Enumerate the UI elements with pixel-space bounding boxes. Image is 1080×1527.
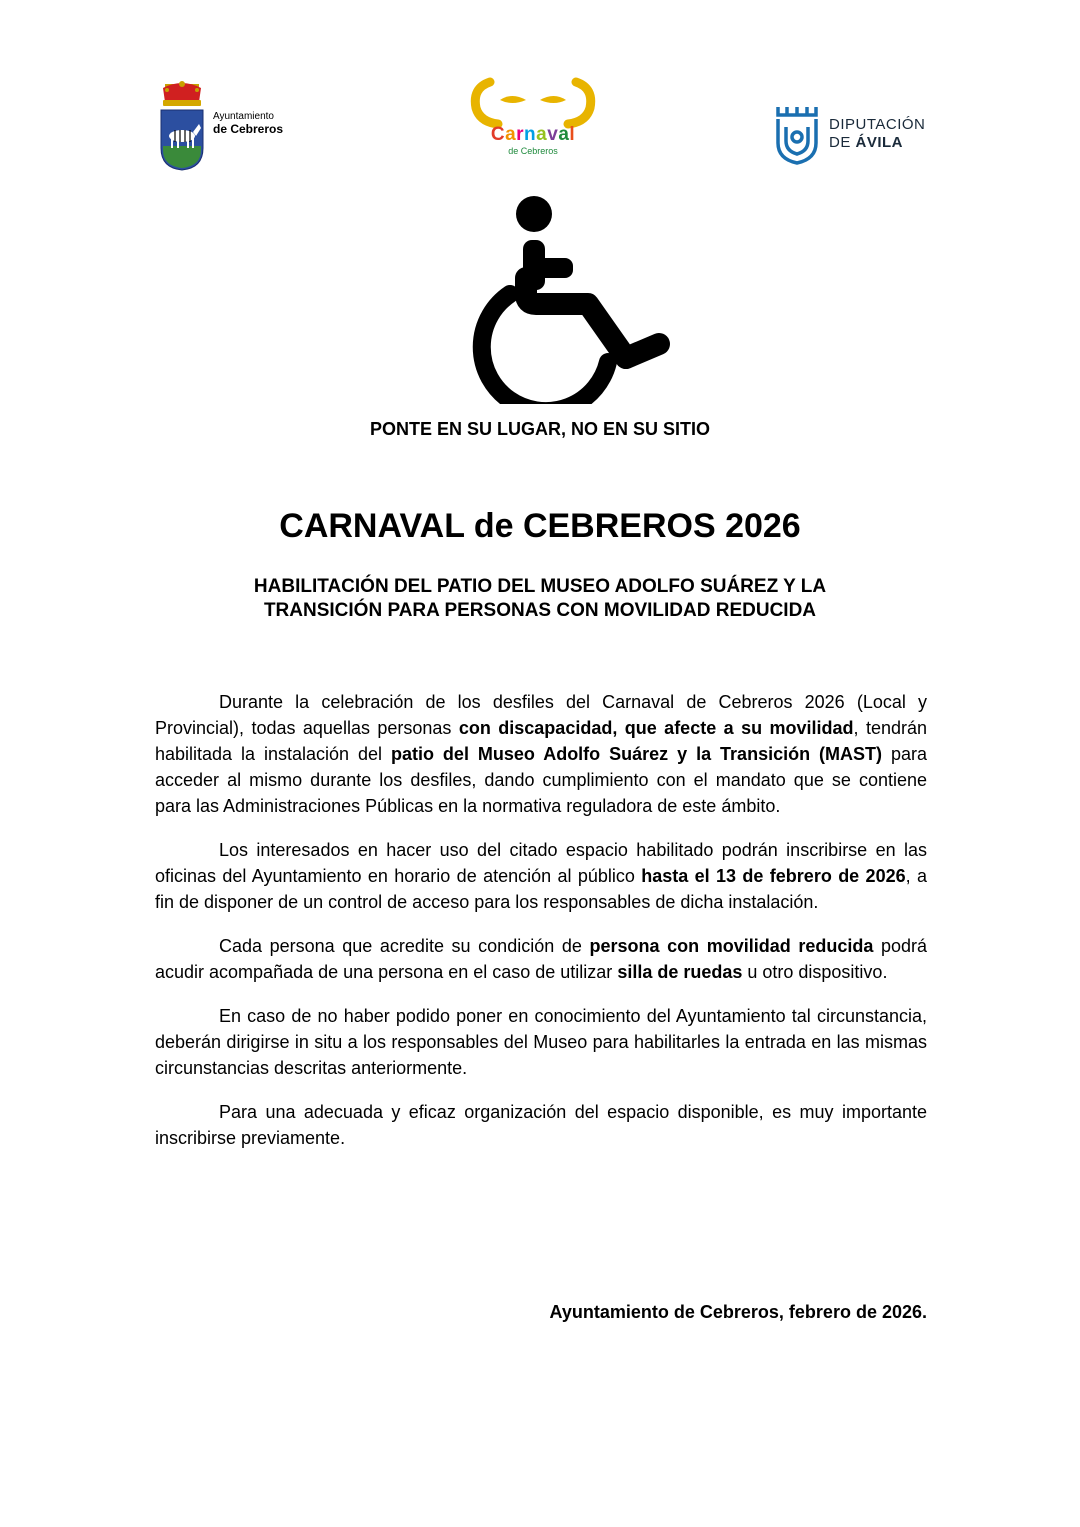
diputacion-logo [775, 103, 945, 167]
diputacion-logo-prefix: DE [829, 134, 856, 151]
paragraph-bold: persona con movilidad reducida [589, 936, 874, 956]
paragraph-text: Cada persona que acredite su condición de [219, 936, 590, 956]
carnaval-mask-icon [468, 74, 598, 130]
subtitle-line: HABILITACIÓN DEL PATIO DEL MUSEO ADOLFO SUÁREZ Y LA [253, 576, 827, 597]
ayuntamiento-logo-text [213, 110, 283, 136]
carnaval-logo-sub: de Cebreros [508, 146, 558, 156]
diputacion-logo-avila: ÁVILA [855, 134, 904, 151]
paragraph [155, 837, 927, 915]
carnaval-letter: l [569, 124, 576, 145]
paragraph-text: u otro dispositivo. [742, 962, 888, 982]
carnaval-logo [468, 74, 598, 160]
paragraph-text: En caso de no haber podido poner en conocimiento del Ayuntamiento tal circunstancia, deberán dirigirse in situ a los responsables del Museo para habilitarles la entrada en las mismas circunstancias descritas anteriormente. [155, 1006, 927, 1078]
ayuntamiento-logo [157, 80, 297, 172]
carnaval-letter: n [524, 124, 537, 145]
diputacion-logo-text [829, 116, 925, 152]
ayuntamiento-logo-line1: Ayuntamiento [213, 111, 274, 122]
page-subtitle [160, 575, 920, 623]
carnaval-letter: a [505, 124, 517, 145]
page-title: CARNAVAL de CEBREROS 2026 [279, 507, 801, 545]
paragraph-text: Para una adecuada y eficaz organización del espacio disponible, es muy importante inscribirse previamente. [155, 1102, 927, 1148]
paragraph-text: Los interesados en hacer uso del citado espacio habilitado podrán inscribirse en las oficinas del Ayuntamiento en horario de atención al público [155, 840, 927, 886]
paragraph [155, 933, 927, 985]
paragraph-text: Durante la celebración de los desfiles del Carnaval de Cebreros 2026 (Local y Provincial), todas aquellas personas [155, 692, 927, 738]
paragraph-text: para acceder al mismo durante los desfiles, dando cumplimiento con el mandato que se contiene para las Administraciones Públicas en la normativa reguladora de este ámbito. [155, 744, 927, 816]
paragraph [155, 1099, 927, 1151]
paragraph-bold: silla de ruedas [617, 962, 743, 982]
slogan: PONTE EN SU LUGAR, NO EN SU SITIO [369, 419, 711, 439]
subtitle-line: TRANSICIÓN PARA PERSONAS CON MOVILIDAD REDUCIDA [263, 600, 817, 621]
carnaval-letter: C [490, 124, 506, 145]
carnaval-letter: r [516, 124, 525, 145]
wheelchair-icon [466, 194, 672, 404]
diputacion-logo-line2 [829, 134, 925, 152]
paragraph [155, 1003, 927, 1081]
paragraph-text: , a fin de disponer de un control de acceso para los responsables de dicha instalación. [155, 866, 927, 912]
diputacion-logo-line1: DIPUTACIÓN [829, 116, 926, 133]
paragraph-bold: patio del Museo Adolfo Suárez y la Transición (MAST) [390, 744, 883, 764]
body-text [155, 689, 927, 1169]
paragraph-bold: hasta el 13 de febrero de 2026 [641, 866, 906, 886]
carnaval-letter: a [558, 124, 570, 145]
castle-shield-icon [775, 103, 819, 165]
paragraph [155, 689, 927, 819]
coat-of-arms-icon [157, 80, 207, 172]
carnaval-letter: a [536, 124, 548, 145]
signature: Ayuntamiento de Cebreros, febrero de 2026. [549, 1302, 927, 1322]
ayuntamiento-logo-line2: de Cebreros [213, 122, 284, 136]
paragraph-text: , tendrán habilitada la instalación del [155, 718, 927, 764]
paragraph-bold: con discapacidad, que afecte a su movilidad [458, 718, 854, 738]
paragraph-text: podrá acudir acompañada de una persona en el caso de utilizar [155, 936, 927, 982]
carnaval-letter: v [547, 124, 559, 145]
carnaval-logo-word [468, 124, 598, 146]
